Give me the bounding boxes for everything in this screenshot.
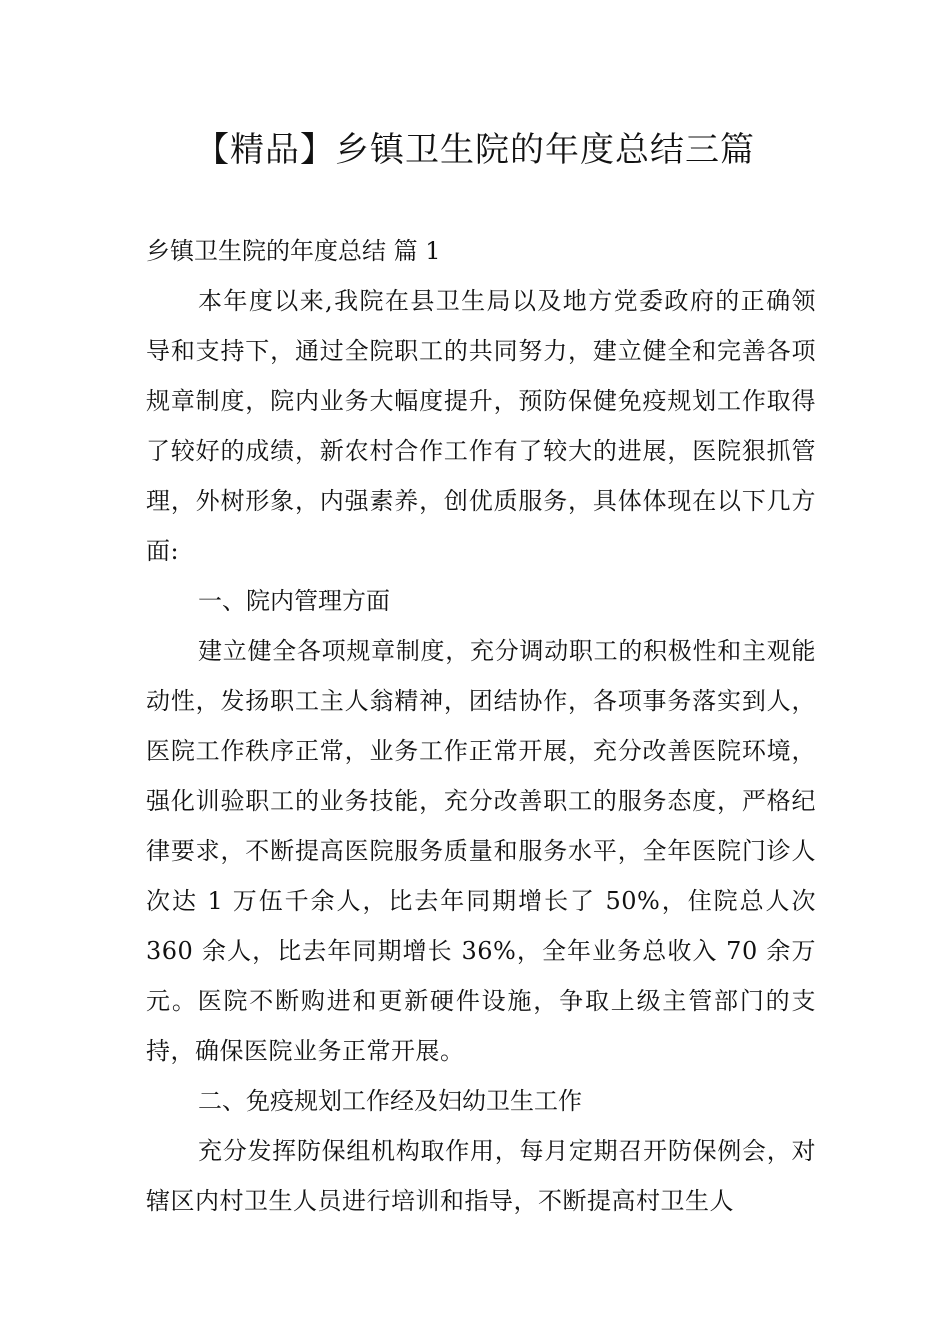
section-subtitle: 乡镇卫生院的年度总结 篇 1 [146,237,441,265]
intro-paragraph: 本年度以来,我院在县卫生局以及地方党委政府的正确领导和支持下，通过全院职工的共同努力，建立健全和完善各项规章制度，院内业务大幅度提升，预防保健免疫规划工作取得了较好的成绩，新农村合作工作有了较大的进展，医院狠抓管理，外树形象，内强素养，创优质服务，具体体现在以下几方面: [146,287,816,565]
management-paragraph: 建立健全各项规章制度，充分调动职工的积极性和主观能动性，发扬职工主人翁精神，团结协作，各项事务落实到人，医院工作秩序正常，业务工作正常开展，充分改善医院环境，强化训验职工的业务技能，充分改善职工的服务态度，严格纪律要求，不断提高医院服务质量和服务水平，全年医院门诊人次达 1 万伍千余人，比去年同期增长了 50%，住院总人次 360 余人，比去年同期增长 36%，全年业务总收入 70 余万元。医院不断购进和更新硬件设施，争取上级主管部门的支持，确保医院业务正常开展。 [146,637,816,1065]
document-body [146,226,816,1226]
section-heading-management: 一、院内管理方面 [198,587,390,615]
document-title: 【精品】乡镇卫生院的年度总结三篇 [195,130,755,170]
section-heading-immunization: 二、免疫规划工作经及妇幼卫生工作 [198,1087,582,1115]
immunization-paragraph: 充分发挥防保组机构取作用，每月定期召开防保例会，对辖区内村卫生人员进行培训和指导，不断提高村卫生人 [146,1137,816,1215]
